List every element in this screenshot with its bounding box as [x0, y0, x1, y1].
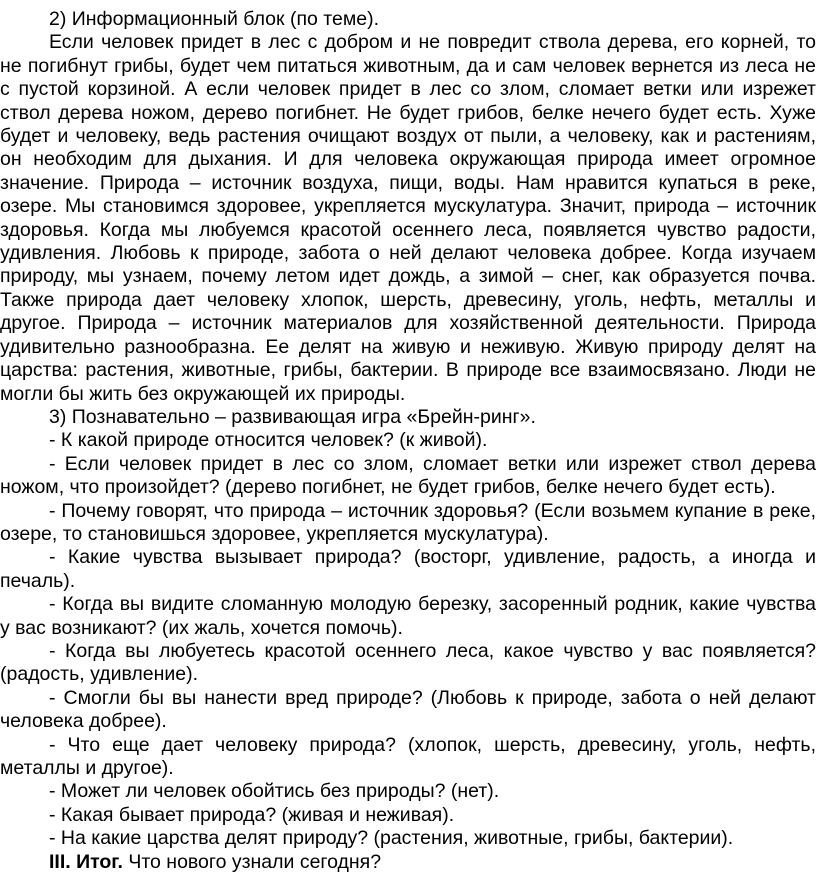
question-item: - Если человек придет в лес со злом, сломает ветки или изрежет ствол дерева ножом, что произойдет? (дерево погибнет, не будет грибов, белке нечего будет есть). — [0, 452, 816, 499]
result-line — [0, 851, 816, 874]
question-item: - Когда вы видите сломанную молодую березку, засоренный родник, какие чувства у вас возникают? (их жаль, хочется помочь). — [0, 593, 816, 639]
question-item: - Смогли бы вы нанести вред природе? (Любовь к природе, забота о ней делают человека добрее). — [0, 686, 816, 733]
section-3-heading: 3) Познавательно – развивающая игра «Брейн-ринг». — [49, 405, 536, 428]
result-label: III. Итог. — [49, 850, 123, 873]
question-item: - Почему говорят, что природа – источник здоровья? (Если возьмем купание в реке, озере, то становишься здоровее, укрепляется мускулатура). — [0, 499, 816, 545]
question-item: - На какие царства делят природу? (растения, животные, грибы, бактерии). — [49, 827, 734, 850]
question-item: - Какие чувства вызывает природа? (восторг, удивление, радость, а иногда и печаль). — [0, 546, 816, 592]
question-item: - К какой природе относится человек? (к живой). — [49, 429, 488, 452]
section-2-body: Если человек придет в лес с добром и не повредит ствола дерева, его корней, то не погибнут грибы, будет чем питаться животным, да и сам человек вернется из леса не с пустой корзиной. А если человек придет в лес со злом, сломает ветки или изрежет ствол дерева ножом, дерево погибнет. Не будет грибов, белке нечего будет есть. Хуже будет и человеку, ведь растения очищают воздух от пыли, а человеку, как и растениям, он необходим для дыхания. И для человека окружающая природа имеет огромное значение. Природа – источник воздуха, пищи, воды. Нам нравится купаться в реке, озере. Мы становимся здоровее, укрепляется мускулатура. Значит, природа – источник здоровья. Когда мы любуемся красотой осеннего леса, появляется чувство радости, удивления. Любовь к природе, забота о ней делают человека добрее. Когда изучаем природу, мы узнаем, почему летом идет дождь, а зимой – снег, как образуется почва. Также природа дает человеку хлопок, шерсть, древесину, уголь, нефть, металлы и другое. Природа – источник материалов для хозяйственной деятельности. Природа удивительно разнообразна. Ее делят на живую и неживую. Живую природу делят на царства: растения, животные, грибы, бактерии. В природе все взаимосвязано. Люди не могли бы жить без окружающей их природы. — [0, 31, 816, 405]
document-page — [0, 8, 816, 874]
question-item: - Может ли человек обойтись без природы? (нет). — [49, 780, 500, 803]
section-2-heading: 2) Информационный блок (по теме). — [49, 8, 380, 30]
question-item: - Какая бывает природа? (живая и неживая). — [49, 803, 455, 826]
result-text: Что нового узнали сегодня? — [122, 850, 382, 873]
question-item: - Когда вы любуетесь красотой осеннего леса, какое чувство у вас появляется? (радость, удивление). — [0, 639, 816, 686]
question-item: - Что еще дает человеку природа? (хлопок, шерсть, древесину, уголь, нефть, металлы и другое). — [0, 733, 816, 779]
